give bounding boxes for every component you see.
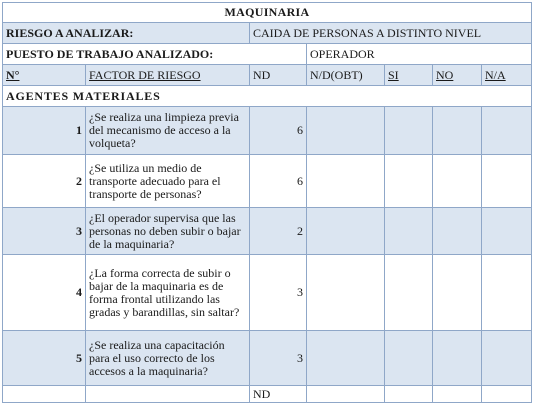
row-si-cell <box>385 255 433 331</box>
row-nd-value: 2 <box>250 208 307 255</box>
row-nd-obt-cell <box>307 331 385 386</box>
total-empty-cell <box>3 386 86 403</box>
header-no: NO <box>433 65 482 86</box>
header-nd-obt: N/D(OBT) <box>307 65 385 86</box>
total-si-cell <box>385 386 433 403</box>
header-risk-factor: FACTOR DE RIESGO <box>86 65 250 86</box>
row-nd-value: 3 <box>250 331 307 386</box>
row-question: ¿El operador supervisa que las personas no deben subir o bajar de la maquinaria? <box>86 208 250 255</box>
row-nd-obt-cell <box>307 208 385 255</box>
total-row <box>3 386 532 403</box>
total-na-cell <box>482 386 532 403</box>
row-no-cell <box>433 155 482 208</box>
post-value: OPERADOR <box>307 44 532 65</box>
risk-assessment-table <box>2 2 532 403</box>
header-nd: ND <box>250 65 307 86</box>
row-question: ¿Se utiliza un medio de transporte adecuado para el transporte de personas? <box>86 155 250 208</box>
row-nd-obt-cell <box>307 107 385 155</box>
row-no-cell <box>433 331 482 386</box>
row-no-cell <box>433 208 482 255</box>
table-row <box>3 255 532 331</box>
section-heading: AGENTES MATERIALES <box>3 86 532 107</box>
total-nd-obt-cell <box>307 386 385 403</box>
table-row <box>3 208 532 255</box>
row-si-cell <box>385 155 433 208</box>
row-number: 2 <box>3 155 86 208</box>
table-row <box>3 155 532 208</box>
post-label: PUESTO DE TRABAJO ANALIZADO: <box>3 44 307 65</box>
row-si-cell <box>385 331 433 386</box>
risk-value: CAIDA DE PERSONAS A DISTINTO NIVEL <box>250 23 532 44</box>
header-si: SI <box>385 65 433 86</box>
total-empty-cell <box>86 386 250 403</box>
row-nd-value: 6 <box>250 107 307 155</box>
total-no-cell <box>433 386 482 403</box>
row-nd-value: 6 <box>250 155 307 208</box>
row-question: ¿La forma correcta de subir o bajar de la maquinaria es de forma frontal utilizando las gradas y barandillas, sin saltar? <box>86 255 250 331</box>
row-nd-obt-cell <box>307 255 385 331</box>
row-na-cell <box>482 208 532 255</box>
table-row <box>3 331 532 386</box>
header-na: N/A <box>482 65 532 86</box>
sheet-title: MAQUINARIA <box>3 3 532 23</box>
row-number: 1 <box>3 107 86 155</box>
row-na-cell <box>482 255 532 331</box>
row-number: 4 <box>3 255 86 331</box>
row-number: 5 <box>3 331 86 386</box>
row-no-cell <box>433 107 482 155</box>
row-na-cell <box>482 331 532 386</box>
row-question: ¿Se realiza una limpieza previa del mecanismo de acceso a la volqueta? <box>86 107 250 155</box>
header-number: N° <box>3 65 86 86</box>
row-no-cell <box>433 255 482 331</box>
table-row <box>3 107 532 155</box>
risk-label: RIESGO A ANALIZAR: <box>3 23 250 44</box>
row-nd-obt-cell <box>307 155 385 208</box>
row-nd-value: 3 <box>250 255 307 331</box>
row-si-cell <box>385 208 433 255</box>
row-si-cell <box>385 107 433 155</box>
row-na-cell <box>482 107 532 155</box>
row-question: ¿Se realiza una capacitación para el uso correcto de los accesos a la maquinaria? <box>86 331 250 386</box>
total-nd-label: ND <box>250 386 307 403</box>
row-na-cell <box>482 155 532 208</box>
row-number: 3 <box>3 208 86 255</box>
